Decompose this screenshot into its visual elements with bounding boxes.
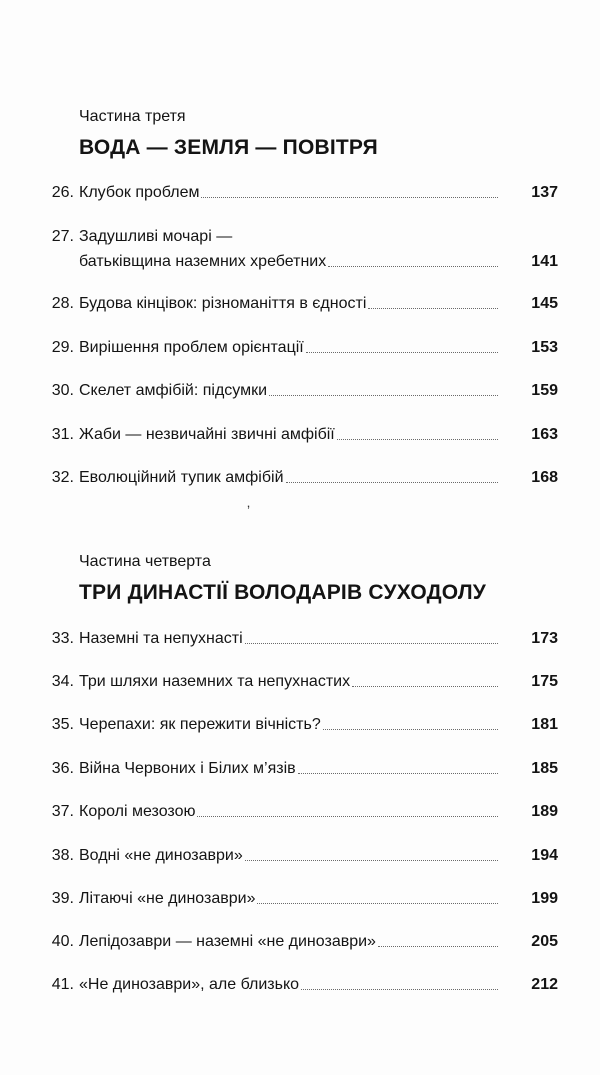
chapter-number: 29. [51, 339, 74, 356]
page-number: 173 [531, 630, 558, 647]
part-label: Частина третя [79, 108, 186, 125]
dot-leader [257, 902, 498, 904]
chapter-title: Три шляхи наземних та непухнастих [79, 673, 351, 690]
chapter-number: 36. [51, 760, 74, 777]
dot-leader [352, 685, 498, 687]
dot-leader [197, 815, 498, 817]
chapter-title: Вирішення проблем орієнтації [79, 339, 304, 356]
page-number: 137 [531, 184, 558, 201]
dot-leader [328, 265, 498, 267]
chapter-number: 38. [51, 847, 74, 864]
chapter-number: 35. [51, 716, 74, 733]
chapter-number: 28. [51, 295, 74, 312]
page-number: 168 [531, 469, 558, 486]
chapter-number: 27. [51, 228, 74, 245]
chapter-title: Наземні та непухнасті [79, 630, 243, 647]
part-four-heading [79, 552, 559, 606]
dot-leader [298, 772, 498, 774]
chapter-number: 40. [51, 933, 74, 950]
page-number: 175 [531, 673, 558, 690]
page-number: 189 [531, 803, 558, 820]
page-number: 163 [531, 426, 558, 443]
chapter-title: Будова кінцівок: різноманіття в єдності [79, 295, 367, 312]
chapter-title: Жаби — незвичайні звичні амфібії [79, 426, 335, 443]
dot-leader [378, 945, 498, 947]
part-title: ТРИ ДИНАСТІЇ ВОЛОДАРІВ СУХОДОЛУ [79, 581, 487, 604]
part-title: ВОДА — ЗЕМЛЯ — ПОВІТРЯ [79, 136, 378, 159]
chapter-number: 26. [51, 184, 74, 201]
part-three-heading [79, 107, 559, 161]
page-number: 141 [531, 253, 558, 270]
page-number: 181 [531, 716, 558, 733]
dot-leader [306, 351, 498, 353]
page-number: 212 [531, 976, 558, 993]
chapter-title: Задушливі мочарі — [79, 228, 233, 245]
page-number: 199 [531, 890, 558, 907]
chapter-title: Еволюційний тупик амфібій [79, 469, 284, 486]
chapter-title: Клубок проблем [79, 184, 200, 201]
chapter-title: Лепідозаври — наземні «не динозаври» [79, 933, 376, 950]
page-number: 205 [531, 933, 558, 950]
chapter-number: 33. [51, 630, 74, 647]
chapter-title: Водні «не динозаври» [79, 847, 243, 864]
dot-leader [269, 394, 498, 396]
chapter-title-continued: батьківщина наземних хребетних [79, 253, 327, 270]
page-number: 153 [531, 339, 558, 356]
chapter-number: 34. [51, 673, 74, 690]
dot-leader [201, 196, 498, 198]
chapter-title: Скелет амфібій: підсумки [79, 382, 268, 399]
chapter-title: Королі мезозою [79, 803, 196, 820]
chapter-title: Черепахи: як пережити вічність? [79, 716, 321, 733]
chapter-number: 31. [51, 426, 74, 443]
dot-leader [286, 481, 498, 483]
chapter-title: «Не динозаври», але близько [79, 976, 300, 993]
page-number: 145 [531, 295, 558, 312]
chapter-title: Літаючі «не динозаври» [79, 890, 256, 907]
dot-leader [301, 988, 498, 990]
dot-leader [323, 728, 498, 730]
part-label: Частина четверта [79, 553, 211, 570]
chapter-number: 37. [51, 803, 74, 820]
dot-leader [337, 438, 498, 440]
chapter-number: 41. [51, 976, 74, 993]
dot-leader [245, 859, 498, 861]
page-number: 159 [531, 382, 558, 399]
dot-leader [368, 307, 498, 309]
chapter-number: 30. [51, 382, 74, 399]
page-number: 185 [531, 760, 558, 777]
chapter-number: 39. [51, 890, 74, 907]
chapter-title: Війна Червоних і Білих м’язів [79, 760, 296, 777]
dot-leader [245, 642, 498, 644]
stray-mark: ʼ [247, 503, 251, 519]
chapter-number: 32. [51, 469, 74, 486]
page-number: 194 [531, 847, 558, 864]
